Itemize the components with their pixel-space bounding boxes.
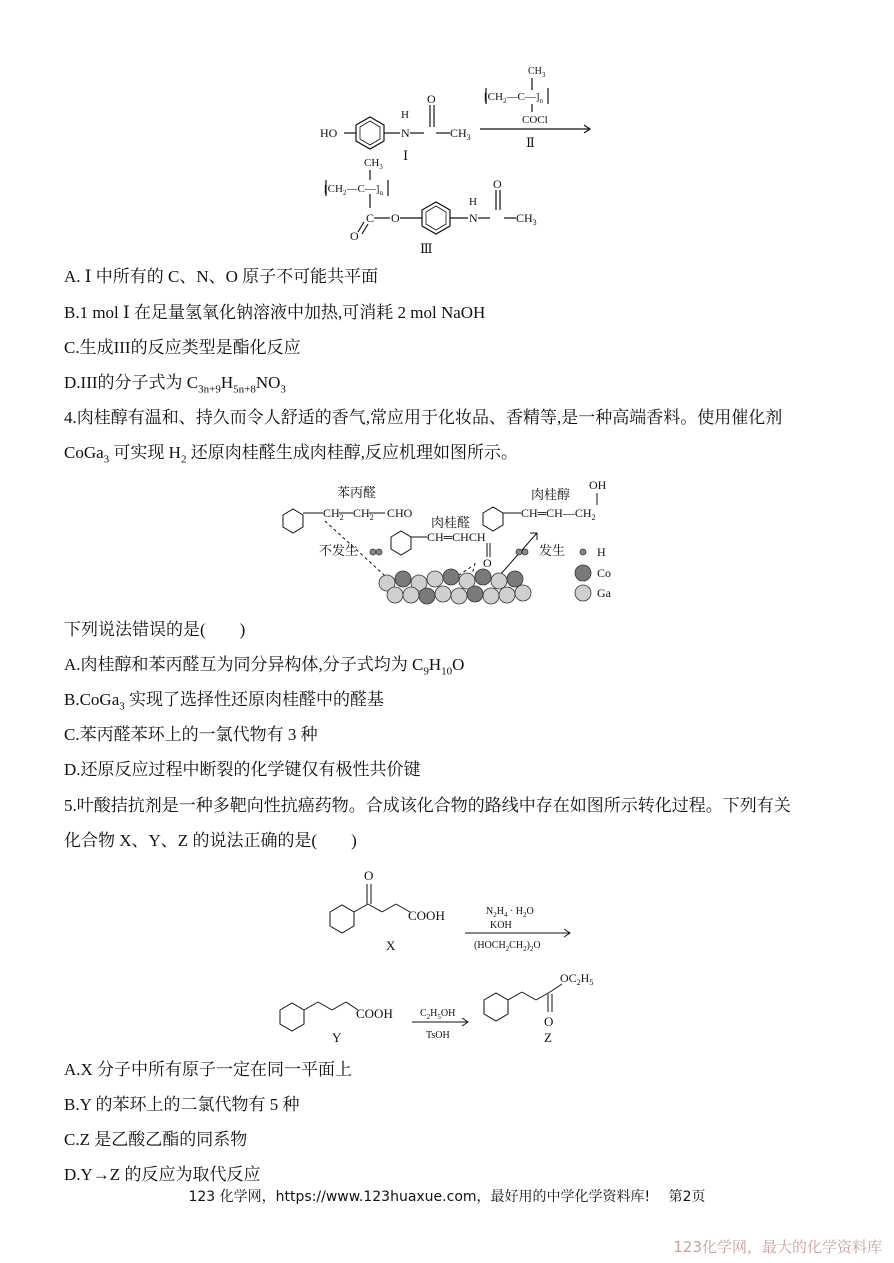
q4-option-d: D.还原反应过程中断裂的化学键仅有极性共价键 [64, 760, 421, 779]
legend-h-icon [580, 549, 586, 555]
legend-ga: Ga [597, 586, 611, 600]
reagent-solvent: $(HOCH_2CH_2)_2O$ [474, 940, 541, 953]
q5-stem-line1: 5.叶酸拮抗剂是一种多靶向性抗癌药物。合成该化合物的路线中存在如图所示转化过程。下列有关 [64, 796, 791, 815]
product-n: N [469, 211, 478, 225]
compound-label-II: Ⅱ [526, 135, 535, 150]
chchcho: CH═CHCH [427, 530, 486, 544]
compound-label-x: X [386, 938, 396, 953]
legend-ga-icon [575, 585, 591, 601]
reagent-cocl: COCl [522, 114, 548, 126]
product-o2: O [493, 177, 502, 191]
ho-label: HO [320, 126, 338, 140]
q3-option-b: B.1 mol Ⅰ 在足量氢氧化钠溶液中加热,可消耗 2 mol NaOH [64, 303, 486, 322]
oh: OH [589, 478, 607, 492]
reagent-tsoh: TsOH [426, 1030, 450, 1041]
ch2-b: $CH_2$ [353, 506, 374, 522]
legend-h: H [597, 545, 606, 559]
q5-option-b: B.Y 的苯环上的二氯代物有 5 种 [64, 1095, 300, 1114]
legend-co-icon [575, 565, 591, 581]
product-ch3: $CH_3$ [364, 157, 383, 171]
page-footer: 123 化学网，https://www.123huaxue.com，最好用的中学化学资料库! 第2页 [188, 1189, 706, 1205]
q4-question: 下列说法错误的是( ) [64, 620, 246, 639]
q5-option-d: D.Y→Z 的反应为取代反应 [64, 1165, 261, 1184]
product-c: C [366, 211, 375, 225]
x-carbonyl-o: O [364, 868, 374, 883]
label-cinnamyl-alcohol: 肉桂醇 [531, 487, 571, 502]
x-cooh: COOH [408, 908, 445, 923]
product-chain: $[CH_2—C—]_n$ [324, 183, 383, 197]
watermark: 123化学网，最大的化学资料库 [673, 1238, 882, 1256]
q4-stem-line2: CoGa$_3$ 可实现 $H_2$ 还原肉桂醛生成肉桂醇,反应机理如图所示。 [64, 443, 518, 466]
ch3-label: $CH_3$ [450, 126, 471, 142]
legend-co: Co [597, 566, 612, 580]
reagent-ch3: $CH_3$ [528, 66, 546, 79]
reagent-ethanol: $C_2H_5OH$ [420, 1008, 456, 1021]
q4-option-c: C.苯丙醛苯环上的一氯代物有 3 种 [64, 725, 318, 744]
y-cooh: COOH [356, 1006, 393, 1021]
product-carbonyl-o: O [350, 229, 359, 243]
compound-label-z: Z [544, 1030, 552, 1045]
product-ester-o: O [391, 211, 400, 225]
q5-option-c: C.Z 是乙酸乙酯的同系物 [64, 1130, 248, 1149]
mechanism-figure [275, 475, 635, 610]
z-carbonyl-o: O [544, 1014, 554, 1029]
chch: $CH═CH—CH_2$ [521, 506, 596, 522]
compound-label-y: Y [332, 1030, 342, 1045]
reaction-figure-q5 [270, 860, 610, 1055]
q5-stem-line2: 化合物 X、Y、Z 的说法正确的是( ) [64, 831, 357, 850]
compound-label-I: Ⅰ [403, 148, 409, 163]
product-h: H [469, 196, 477, 208]
label-benzpropanal: 苯丙醛 [337, 485, 377, 500]
ch2-a: $CH_2$ [323, 506, 344, 522]
q5-option-a: A.X 分子中所有原子一定在同一平面上 [64, 1060, 353, 1079]
h-label: H [401, 109, 409, 121]
q4-option-a: A.肉桂醇和苯丙醛互为同分异构体,分子式均为 $C_9H_{10}O$ [64, 655, 465, 678]
reagent-chain: $[CH_2—C—]_n$ [484, 91, 543, 105]
reagent-n2h4: $N_2H_4 \cdot H_2O$ [486, 906, 534, 919]
z-oc2h5: $OC_2H_5$ [560, 971, 594, 987]
product-ch3b: $CH_3$ [516, 211, 537, 227]
q4-stem-line1: 4.肉桂醇有温和、持久而令人舒适的香气,常应用于化妆品、香精等,是一种高端香料。使用催化剂 [64, 408, 783, 427]
label-not-occur: 不发生 [319, 543, 359, 558]
o-label: O [427, 92, 436, 106]
q4-option-b: B.CoGa$_3$ 实现了选择性还原肉桂醛中的醛基 [64, 690, 384, 713]
n-label: N [401, 126, 410, 140]
reagent-koh: KOH [490, 920, 512, 931]
q3-option-a: A. Ⅰ 中所有的 C、N、O 原子不可能共平面 [64, 267, 379, 286]
q3-option-c: C.生成III的反应类型是酯化反应 [64, 338, 301, 357]
cho: CHO [387, 506, 413, 520]
compound-label-III: Ⅲ [420, 241, 433, 256]
label-occur: 发生 [539, 543, 566, 558]
aldehyde-o: O [483, 556, 492, 570]
q3-option-d: D.III的分子式为 $C_{3n+9}H_{5n+8}NO_3$ [64, 373, 286, 396]
reaction-figure-1 [300, 60, 600, 260]
label-cinnamaldehyde: 肉桂醛 [431, 515, 471, 530]
